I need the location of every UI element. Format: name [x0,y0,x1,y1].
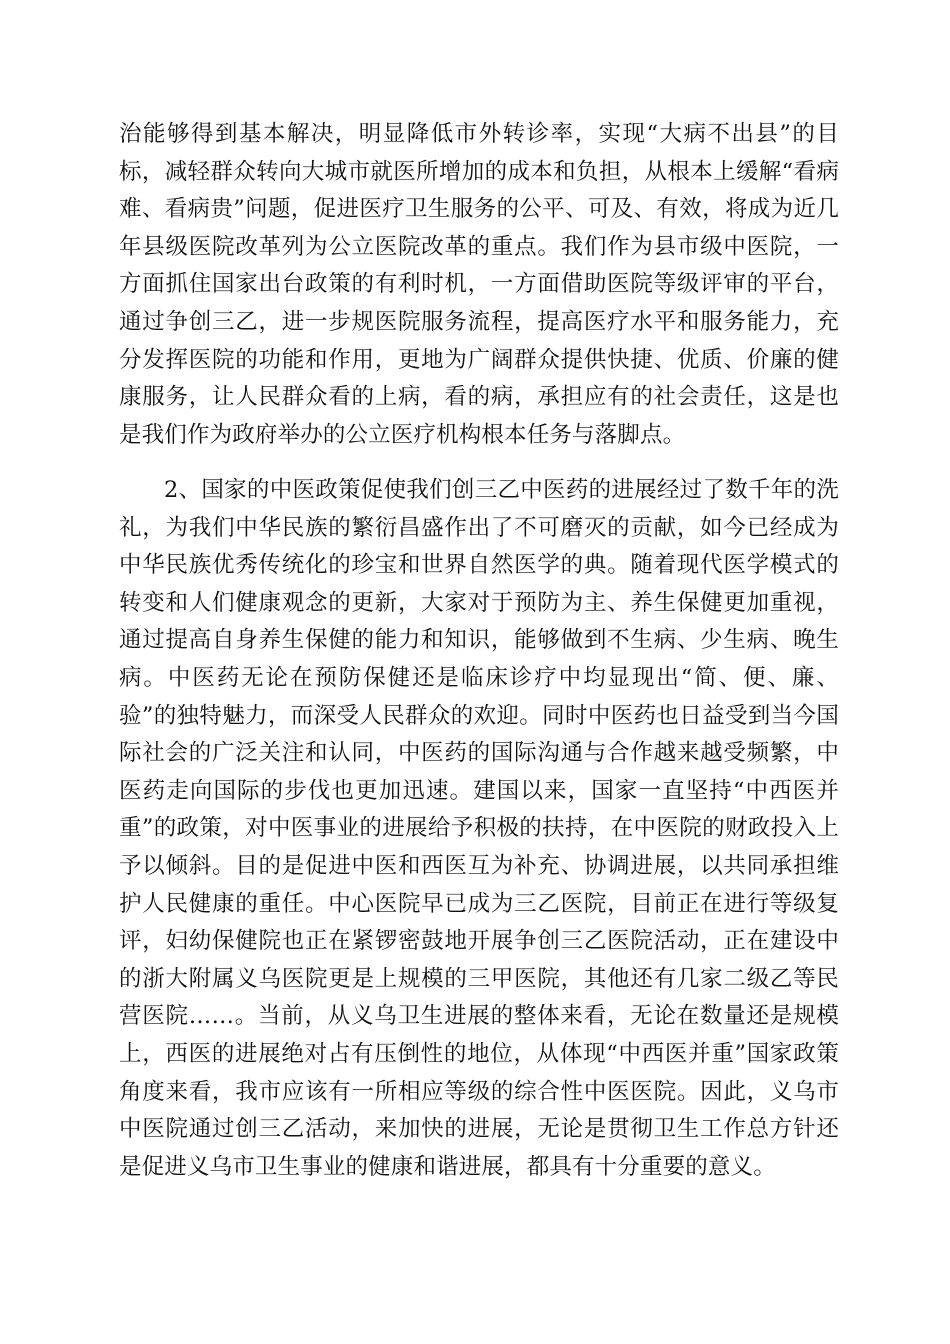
body-paragraph-1: 治能够得到基本解决，明显降低市外转诊率，实现“大病不出县”的目标，减轻群众转向大城市就医所增加的成本和负担，从根本上缓解“看病难、看病贵”问题，促进医疗卫生服务的公平、可及、有效，将成为近几年县级医院改革列为公立医院改革的重点。我们作为县市级中医院，一方面抓住国家出台政策的有利时机，一方面借助医院等级评审的平台，通过争创三乙，进一步规医院服务流程，提高医疗水平和服务能力，充分发挥医院的功能和作用，更地为广阔群众提供快捷、优质、价廉的健康服务，让人民群众看的上病，看的病，承担应有的社会责任，这是也是我们作为政府举办的公立医疗机构根本任务与落脚点。 [119,121,839,448]
body-paragraph-2: 2、国家的中医政策促使我们创三乙中医药的进展经过了数千年的洗礼，为我们中华民族的繁衍昌盛作出了不可磨灭的贡献，如今已经成为中华民族优秀传统化的珍宝和世界自然医学的典。随着现代医学模式的转变和人们健康观念的更新，大家对于预防为主、养生保健更加重视，通过提高自身养生保健的能力和知识，能够做到不生病、少生病、晚生病。中医药无论在预防保健还是临床诊疗中均显现出“简、便、廉、验”的独特魅力，而深受人民群众的欢迎。同时中医药也日益受到当今国际社会的广泛关注和认同，中医药的国际沟通与合作越来越受频繁，中医药走向国际的步伐也更加迅速。建国以来，国家一直坚持“中西医并重”的政策，对中医事业的进展给予积极的扶持，在中医院的财政投入上予以倾斜。目的是促进中医和西医互为补充、协调进展，以共同承担维护人民健康的重任。中心医院早已成为三乙医院，目前正在进行等级复评，妇幼保健院也正在紧锣密鼓地开展争创三乙医院活动，正在建设中的浙大附属义乌医院更是上规模的三甲医院，其他还有几家二级乙等民营医院……。当前，从义乌卫生进展的整体来看，无论在数量还是规模上，西医的进展绝对占有压倒性的地位，从体现“中西医并重”国家政策角度来看，我市应该有一所相应等级的综合性中医医院。因此，义乌市中医院通过创三乙活动，来加快的进展，无论是贯彻卫生工作总方针还是促进义乌市卫生事业的健康和谐进展，都具有十分重要的意义。 [119,477,839,1180]
